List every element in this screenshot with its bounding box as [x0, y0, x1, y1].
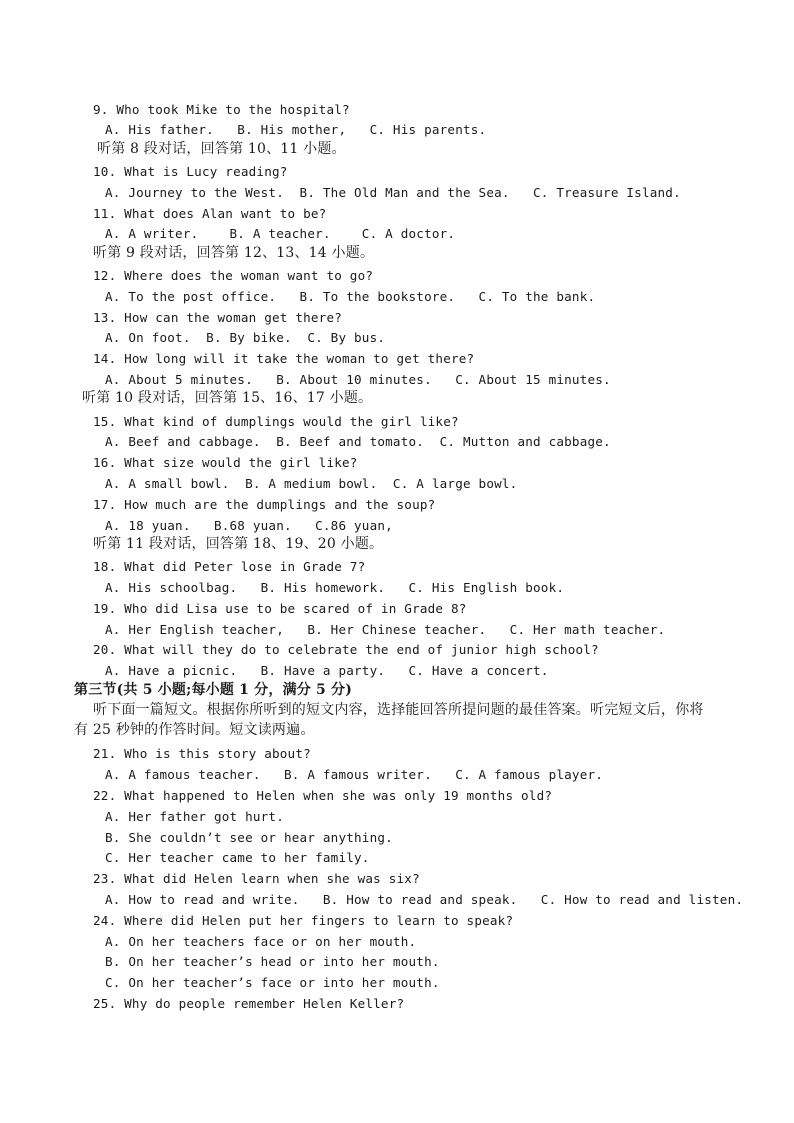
section-directions: 听下面一篇短文。根据你所听到的短文内容，选择能回答所提问题的最佳答案。听完短文后，你将: [93, 702, 704, 718]
question-17: 17. How much are the dumplings and the soup?: [93, 497, 436, 512]
section-instruction: 听第 10 段对话，回答第 15、16、17 小题。: [82, 390, 373, 406]
question-10: 10. What is Lucy reading?: [93, 164, 288, 179]
question-13: 13. How can the woman get there?: [93, 310, 343, 325]
section-heading: 第三节(共 5 小题;每小题 1 分，满分 5 分): [74, 682, 353, 698]
question-16: 16. What size would the girl like?: [93, 455, 358, 470]
options-18: A. His schoolbag. B. His homework. C. His English book.: [105, 580, 565, 595]
question-15: 15. What kind of dumplings would the girl like?: [93, 414, 459, 429]
question-23: 23. What did Helen learn when she was six?: [93, 871, 420, 886]
options-12: A. To the post office. B. To the bookstore. C. To the bank.: [105, 289, 596, 304]
question-24: 24. Where did Helen put her fingers to learn to speak?: [93, 913, 514, 928]
options-20: A. Have a picnic. B. Have a party. C. Have a concert.: [105, 663, 549, 678]
option-24-c: C. On her teacher’s face or into her mouth.: [105, 975, 440, 990]
options-16: A. A small bowl. B. A medium bowl. C. A large bowl.: [105, 476, 518, 491]
options-21: A. A famous teacher. B. A famous writer. C. A famous player.: [105, 767, 604, 782]
options-9: A. His father. B. His mother, C. His parents.: [105, 122, 487, 137]
options-23: A. How to read and write. B. How to read and speak. C. How to read and listen.: [105, 892, 744, 907]
option-22-a: A. Her father got hurt.: [105, 809, 284, 824]
question-21: 21. Who is this story about?: [93, 746, 311, 761]
options-13: A. On foot. B. By bike. C. By bus.: [105, 330, 386, 345]
question-22: 22. What happened to Helen when she was only 19 months old?: [93, 788, 553, 803]
section-instruction: 听第 8 段对话，回答第 10、11 小题。: [97, 141, 346, 157]
question-18: 18. What did Peter lose in Grade 7?: [93, 559, 366, 574]
option-24-a: A. On her teachers face or on her mouth.: [105, 934, 417, 949]
question-19: 19. Who did Lisa use to be scared of in Grade 8?: [93, 601, 467, 616]
options-19: A. Her English teacher, B. Her Chinese teacher. C. Her math teacher.: [105, 622, 666, 637]
option-22-b: B. She couldn’t see or hear anything.: [105, 830, 393, 845]
question-11: 11. What does Alan want to be?: [93, 206, 327, 221]
question-25: 25. Why do people remember Helen Keller?: [93, 996, 405, 1011]
question-12: 12. Where does the woman want to go?: [93, 268, 374, 283]
section-directions: 有 25 秒钟的作答时间。短文读两遍。: [74, 722, 315, 738]
question-14: 14. How long will it take the woman to get there?: [93, 351, 475, 366]
option-24-b: B. On her teacher’s head or into her mouth.: [105, 954, 440, 969]
options-11: A. A writer. B. A teacher. C. A doctor.: [105, 226, 456, 241]
section-instruction: 听第 9 段对话，回答第 12、13、14 小题。: [93, 245, 375, 261]
options-17: A. 18 yuan. B.68 yuan. C.86 yuan,: [105, 518, 393, 533]
question-20: 20. What will they do to celebrate the end of junior high school?: [93, 642, 599, 657]
option-22-c: C. Her teacher came to her family.: [105, 850, 370, 865]
question-9: 9. Who took Mike to the hospital?: [93, 102, 350, 117]
options-14: A. About 5 minutes. B. About 10 minutes. C. About 15 minutes.: [105, 372, 611, 387]
options-15: A. Beef and cabbage. B. Beef and tomato. C. Mutton and cabbage.: [105, 434, 611, 449]
options-10: A. Journey to the West. B. The Old Man and the Sea. C. Treasure Island.: [105, 185, 681, 200]
section-instruction: 听第 11 段对话，回答第 18、19、20 小题。: [93, 536, 384, 552]
